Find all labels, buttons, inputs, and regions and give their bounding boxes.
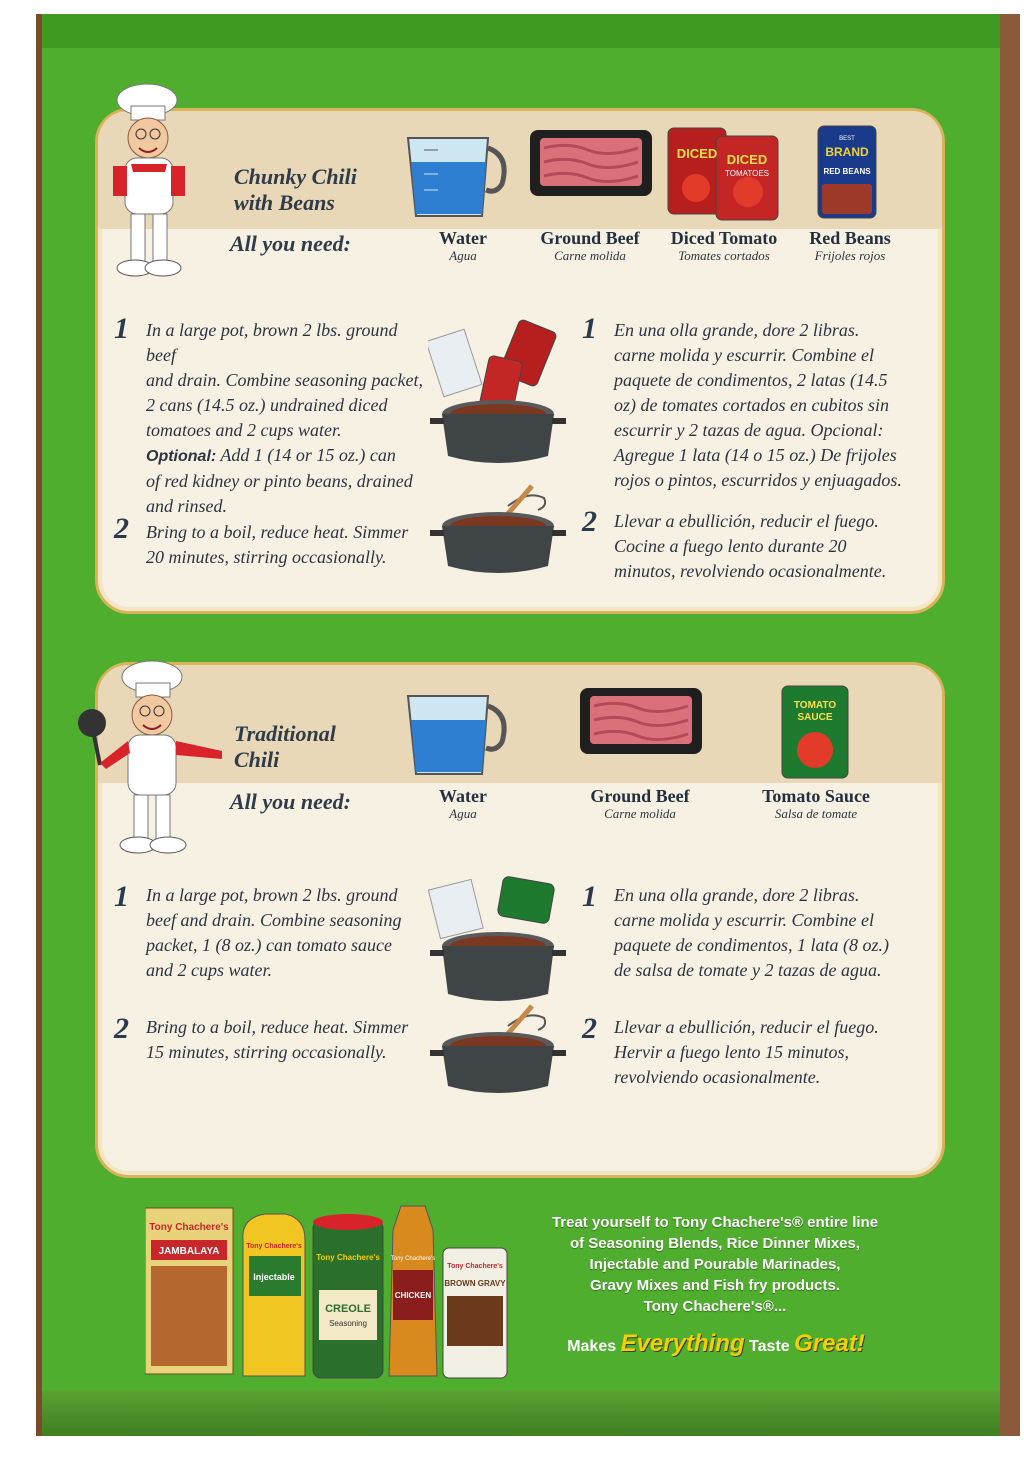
ingredient-ground-beef: Ground Beef Carne molida [590, 786, 690, 821]
stirring-pot-icon [428, 1000, 568, 1100]
optional-label: Optional: [146, 448, 217, 465]
step-number: 2 [582, 1012, 597, 1045]
ingredient-water: Water Agua [439, 228, 487, 263]
product-brand: Tony Chachere's [316, 1253, 380, 1262]
step-2-spanish: Llevar a ebullición, reducir el fuego. Hervir a fuego lento 15 minutos, revolviendo ocasionalmente. [614, 1017, 879, 1087]
product-name: Injectable [253, 1272, 295, 1282]
product-sub: Seasoning [329, 1319, 367, 1328]
step-2-english: Bring to a boil, reduce heat. Simmer 20 minutes, stirring occasionally. [146, 522, 409, 567]
ingredient-water: Water Agua [439, 786, 487, 821]
ingredient-tomato-sauce: Tomato Sauce Salsa de tomate [762, 786, 870, 821]
measuring-cup-icon [398, 128, 518, 223]
can-label-diced: DICED [676, 146, 718, 161]
product-name: JAMBALAYA [158, 1246, 220, 1257]
ground-beef-tray-icon [578, 686, 704, 756]
product-brand: Tony Chachere's [390, 1256, 436, 1262]
product-name: CHICKEN [394, 1291, 432, 1300]
step-number: 2 [114, 512, 129, 545]
recipe-title: Chunky Chili with Beans [234, 164, 357, 215]
can-label-brand: BRAND [825, 145, 869, 159]
product-brand: Tony Chachere's [149, 1222, 229, 1233]
can-label-red-beans: RED BEANS [823, 167, 871, 176]
box-right-edge [1000, 14, 1020, 1436]
can-label-best: BEST [839, 136, 855, 142]
step-number: 2 [114, 1012, 129, 1045]
box-top-flap [42, 14, 1000, 48]
step-number: 2 [582, 505, 597, 538]
step-1-english: In a large pot, brown 2 lbs. ground beef and drain. Combine seasoning packet, 2 cans (14.5 oz.) undrained diced tomatoes and 2 cups water. Optional: Add 1 (14 or 15 oz.) can of red kidney or pinto beans, drained and rinsed. [146, 320, 423, 516]
pot-with-ingredients-icon [428, 870, 568, 1010]
diced-tomato-can-icon [666, 122, 784, 222]
promo-text: Treat yourself to Tony Chachere's® entire line of Seasoning Blends, Rice Dinner Mixes, Injectable and Pourable Marinades, Gravy Mixes and Fish fry products. Tony Chachere's®... [551, 1214, 879, 1315]
step-number: 1 [114, 312, 129, 345]
chef-mascot-icon [95, 82, 205, 292]
step-1-english: In a large pot, brown 2 lbs. ground beef and drain. Combine seasoning packet, 1 (8 oz.) can tomato sauce and 2 cups water. [146, 885, 402, 980]
ingredient-diced-tomato: Diced Tomato Tomates cortados [670, 228, 778, 263]
product-brand: Tony Chachere's [246, 1243, 302, 1250]
chef-with-skillet-icon [72, 655, 242, 865]
all-you-need-label: All you need: [230, 231, 351, 256]
recipe-title: Traditional Chili [234, 721, 336, 772]
step-1-spanish: En una olla grande, dore 2 libras. carne molida y escurrir. Combine el paquete de condimentos, 1 lata (8 oz.) de salsa de tomate y 2 tazas de agua. [614, 885, 889, 980]
can-label-tomatoes: TOMATOES [724, 169, 770, 178]
step-2-spanish: Llevar a ebullición, reducir el fuego. Cocine a fuego lento durante 20 minutos, revolviendo ocasionalmente. [614, 511, 887, 581]
tomato-sauce-can-icon [780, 684, 850, 780]
can-label-sauce: SAUCE [797, 712, 833, 723]
can-label-tomato: TOMATO [793, 700, 837, 711]
red-beans-can-icon [816, 124, 878, 220]
wood-floor-background [42, 1390, 1000, 1436]
stirring-pot-icon [428, 480, 568, 580]
product-name: CREOLE [325, 1303, 371, 1315]
pot-with-ingredients-icon [428, 318, 568, 468]
all-you-need-label: All you need: [230, 789, 351, 814]
product-lineup-image [145, 1200, 510, 1382]
step-number: 1 [582, 312, 597, 345]
slogan: Makes Everything Taste Great! [567, 1330, 865, 1357]
step-2-english: Bring to a boil, reduce heat. Simmer 15 minutes, stirring occasionally. [146, 1017, 409, 1062]
product-name: BROWN GRAVY [444, 1279, 506, 1288]
can-label-diced-2: DICED [726, 152, 768, 167]
step-number: 1 [582, 880, 597, 913]
product-brand: Tony Chachere's [447, 1263, 503, 1270]
ingredient-ground-beef: Ground Beef Carne molida [540, 228, 640, 263]
step-number: 1 [114, 880, 129, 913]
measuring-cup-icon [398, 686, 518, 781]
step-1-spanish: En una olla grande, dore 2 libras. carne molida y escurrir. Combine el paquete de condimentos, 2 latas (14.5 oz) de tomates cortados en cubitos sin escurrir y 2 tazas de agua. Opcional: Agregue 1 lata (14 o 15 oz.) De frijoles rojos o pintos, escurridos y enjuagados. [614, 320, 902, 490]
ground-beef-tray-icon [528, 128, 654, 198]
ingredient-red-beans: Red Beans Frijoles rojos [809, 228, 891, 263]
